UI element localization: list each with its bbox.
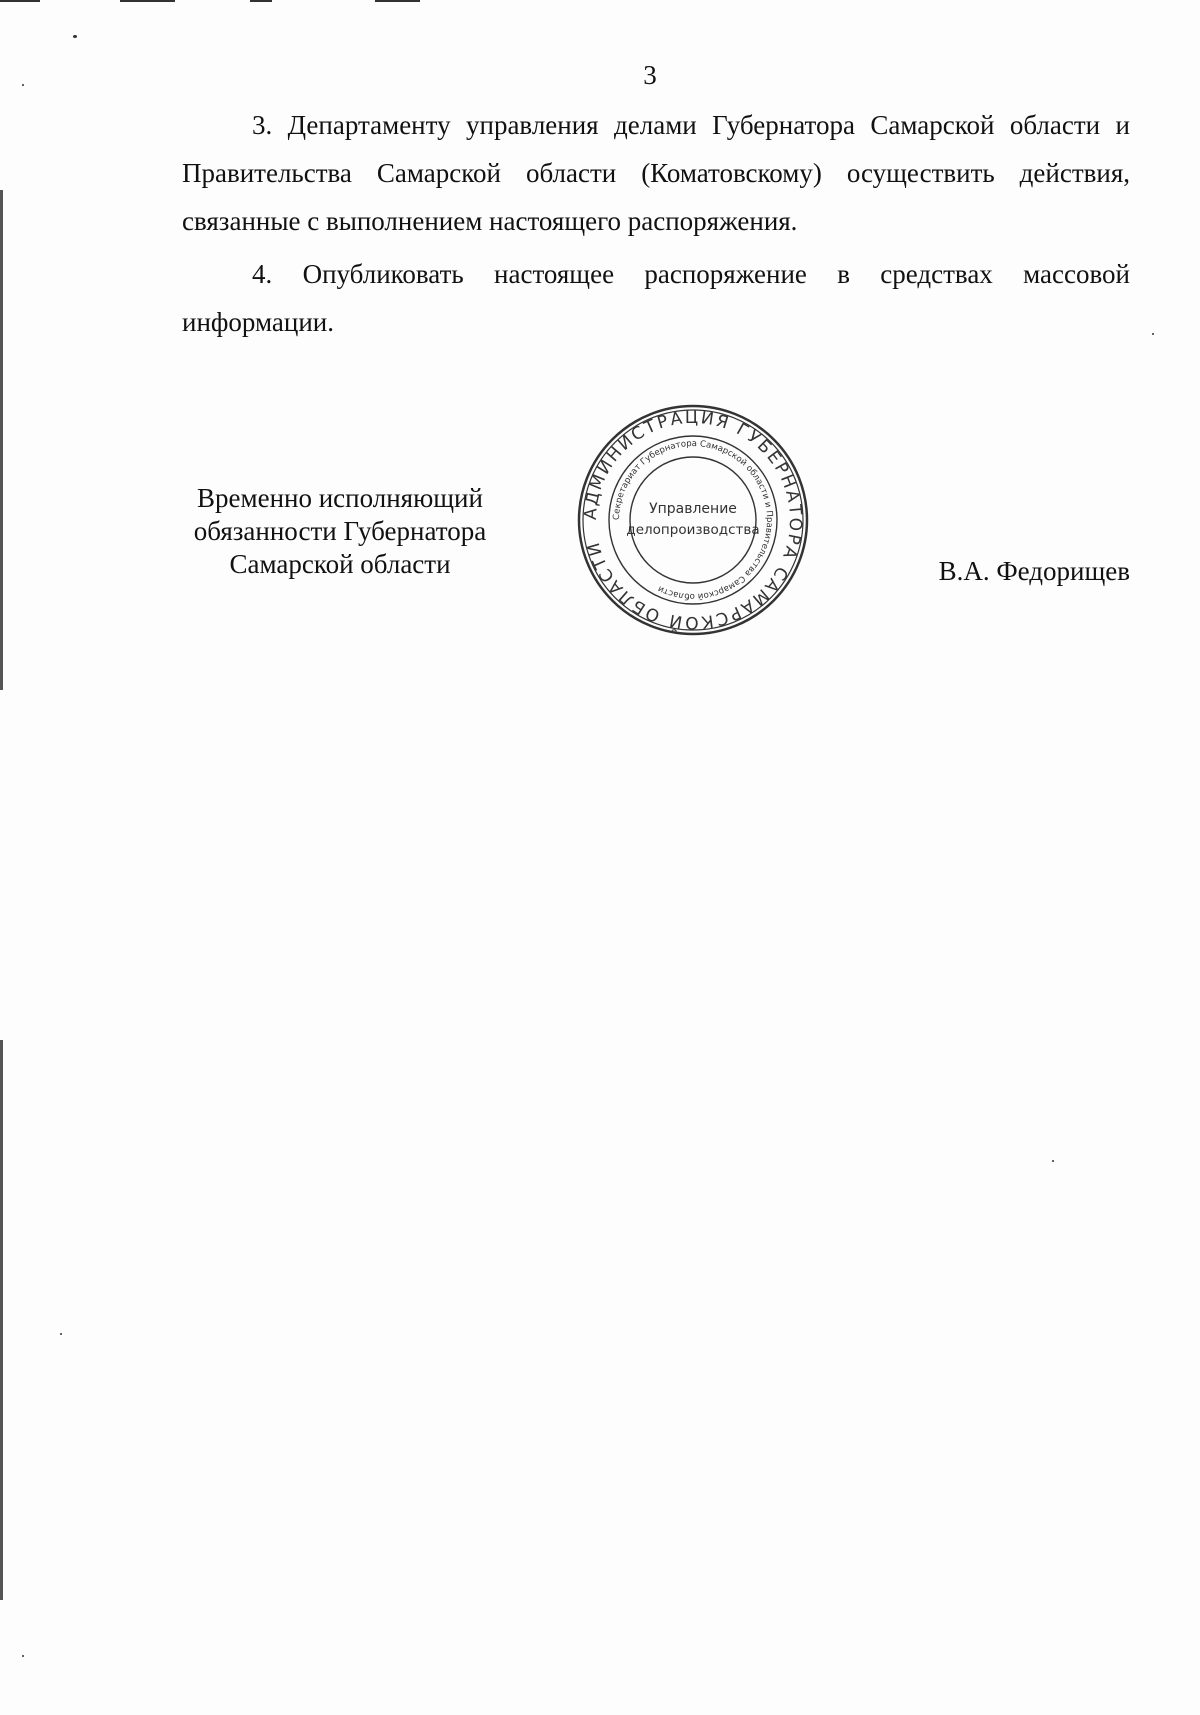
scan-speck: [1052, 1160, 1054, 1162]
scan-artifact-top: [250, 0, 272, 2]
seal-middle-ring: [609, 436, 777, 604]
paragraph-4: 4. Опубликовать настоящее распоряжение в средствах массовой информации.: [182, 259, 1130, 337]
seal-inner-ring: [630, 457, 756, 583]
official-seal: [573, 400, 813, 640]
paragraph-3: 3. Департаменту управления делами Губернатора Самарской области и Правительства Самарской области (Коматовскому) осуществить действия, связанные с выполнением настоящего распоряжения.: [182, 110, 1130, 236]
signer-name: В.А. Федорищев: [938, 556, 1130, 586]
scan-artifact-top: [0, 0, 40, 2]
page-number: 3: [643, 60, 657, 90]
seal-center-line-2: делопроизводства: [626, 522, 760, 538]
scan-speck: [1152, 333, 1154, 335]
signer-title-line: Временно исполняющий: [197, 483, 483, 513]
scan-speck: [60, 1333, 62, 1335]
scan-speck: [73, 35, 77, 38]
signer-title-line: обязанности Губернатора: [193, 516, 487, 546]
signer-title-line: Самарской области: [229, 549, 451, 579]
signer-title: [160, 482, 520, 581]
scan-artifact-top: [120, 0, 175, 2]
seal-inner-text: Секретариат Губернатора Самарской области и Правительства Самарской области: [611, 438, 775, 602]
scan-artifact-edge: [0, 1040, 3, 1600]
scan-artifact-top: [375, 0, 420, 2]
scan-artifact-edge: [0, 190, 3, 690]
seal-outer-text: АДМИНИСТРАЦИЯ ГУБЕРНАТОРА САМАРСКОЙ ОБЛАСТИ: [580, 407, 806, 633]
seal-center-line-1: Управление: [649, 501, 737, 517]
scan-speck: [22, 1655, 24, 1657]
